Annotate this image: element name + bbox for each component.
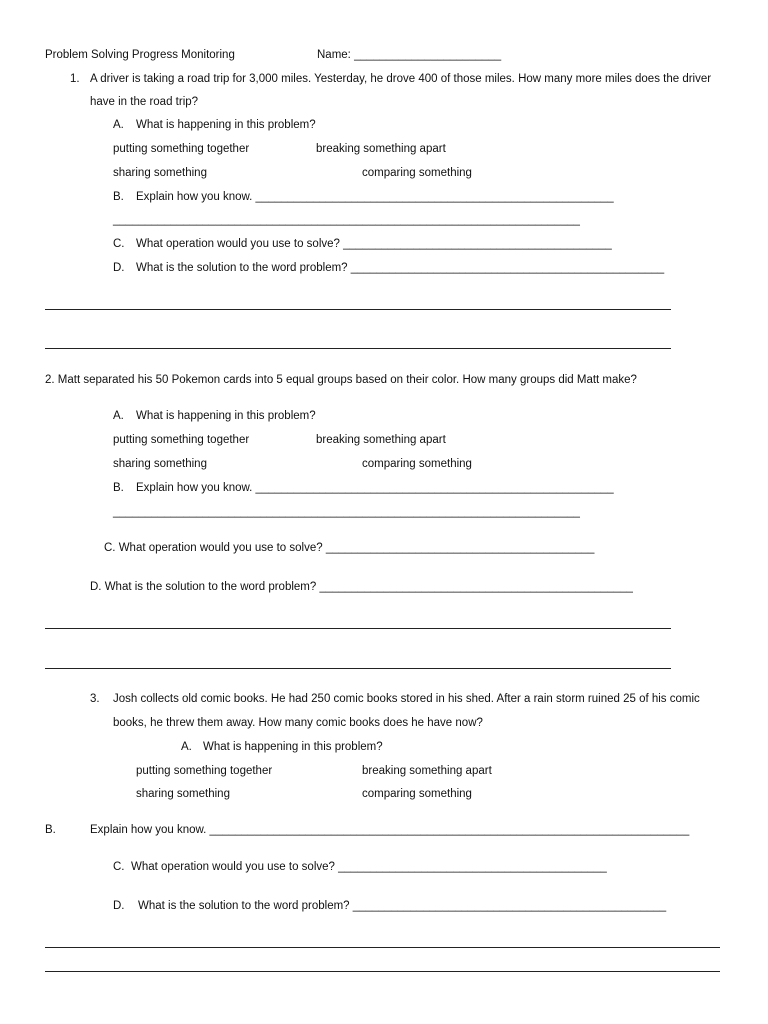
q3-text-line2: books, he threw them away. How many comic books does he have now? — [113, 717, 483, 729]
q2-b-answer-line[interactable]: _________________________________________________________________________ — [113, 506, 580, 518]
q3-option-comparing[interactable]: comparing something — [362, 788, 472, 800]
q3-option-putting-together[interactable]: putting something together — [136, 765, 273, 777]
q3-d-text[interactable]: What is the solution to the word problem? _________________________________________________ — [138, 900, 667, 912]
worksheet-title: Problem Solving Progress Monitoring — [45, 49, 235, 61]
q3-option-sharing[interactable]: sharing something — [136, 788, 230, 800]
q1-option-comparing[interactable]: comparing something — [362, 167, 472, 179]
q1-b-text[interactable]: Explain how you know. ________________________________________________________ — [136, 191, 614, 203]
q1-a-text: What is happening in this problem? — [136, 119, 316, 131]
q2-c-text[interactable]: C. What operation would you use to solve? __________________________________________ — [104, 542, 595, 554]
q1-d-letter: D. — [113, 262, 125, 274]
q1-d-text[interactable]: What is the solution to the word problem? _________________________________________________ — [136, 262, 665, 274]
q2-a-text: What is happening in this problem? — [136, 410, 316, 422]
q1-a-letter: A. — [113, 119, 124, 131]
q3-b-letter: B. — [45, 824, 56, 836]
q1-option-sharing[interactable]: sharing something — [113, 167, 207, 179]
q3-text-line1: Josh collects old comic books. He had 250 comic books stored in his shed. After a rain storm ruined 25 of his comic — [113, 693, 700, 705]
q3-number: 3. — [90, 693, 100, 705]
q2-option-breaking-apart[interactable]: breaking something apart — [316, 434, 446, 446]
q1-c-text[interactable]: What operation would you use to solve? __________________________________________ — [136, 238, 612, 250]
q1-option-breaking-apart[interactable]: breaking something apart — [316, 143, 446, 155]
q3-c-letter: C. — [113, 861, 125, 873]
q2-b-letter: B. — [113, 482, 124, 494]
q3-c-text[interactable]: What operation would you use to solve? __________________________________________ — [131, 861, 607, 873]
q1-text-line2: have in the road trip? — [90, 96, 199, 108]
q2-work-line[interactable] — [45, 668, 671, 669]
q3-option-breaking-apart[interactable]: breaking something apart — [362, 765, 492, 777]
q3-a-letter: A. — [181, 741, 192, 753]
q2-a-letter: A. — [113, 410, 124, 422]
q1-c-letter: C. — [113, 238, 125, 250]
q2-text-line1: 2. Matt separated his 50 Pokemon cards into 5 equal groups based on their color. How many groups did Matt make? — [45, 374, 637, 386]
q1-option-putting-together[interactable]: putting something together — [113, 143, 250, 155]
q3-b-text[interactable]: Explain how you know. ___________________________________________________________________________ — [90, 824, 690, 836]
q2-option-putting-together[interactable]: putting something together — [113, 434, 250, 446]
q3-work-line[interactable] — [45, 971, 720, 972]
q2-work-line[interactable] — [45, 628, 671, 629]
q1-work-line[interactable] — [45, 348, 671, 349]
q3-a-text: What is happening in this problem? — [203, 741, 383, 753]
q3-work-line[interactable] — [45, 947, 720, 948]
q2-d-text[interactable]: D. What is the solution to the word problem? _________________________________________________ — [90, 581, 633, 593]
q2-option-sharing[interactable]: sharing something — [113, 458, 207, 470]
q1-text-line1: A driver is taking a road trip for 3,000 miles. Yesterday, he drove 400 of those miles. How many more miles does the driver — [90, 73, 712, 85]
q2-option-comparing[interactable]: comparing something — [362, 458, 472, 470]
q1-work-line[interactable] — [45, 309, 671, 310]
q1-number: 1. — [70, 73, 80, 85]
q1-b-letter: B. — [113, 191, 124, 203]
q2-b-text[interactable]: Explain how you know. ________________________________________________________ — [136, 482, 614, 494]
q1-b-answer-line[interactable]: _________________________________________________________________________ — [113, 214, 580, 226]
q3-d-letter: D. — [113, 900, 125, 912]
name-field-label[interactable]: Name: _______________________ — [317, 49, 502, 61]
